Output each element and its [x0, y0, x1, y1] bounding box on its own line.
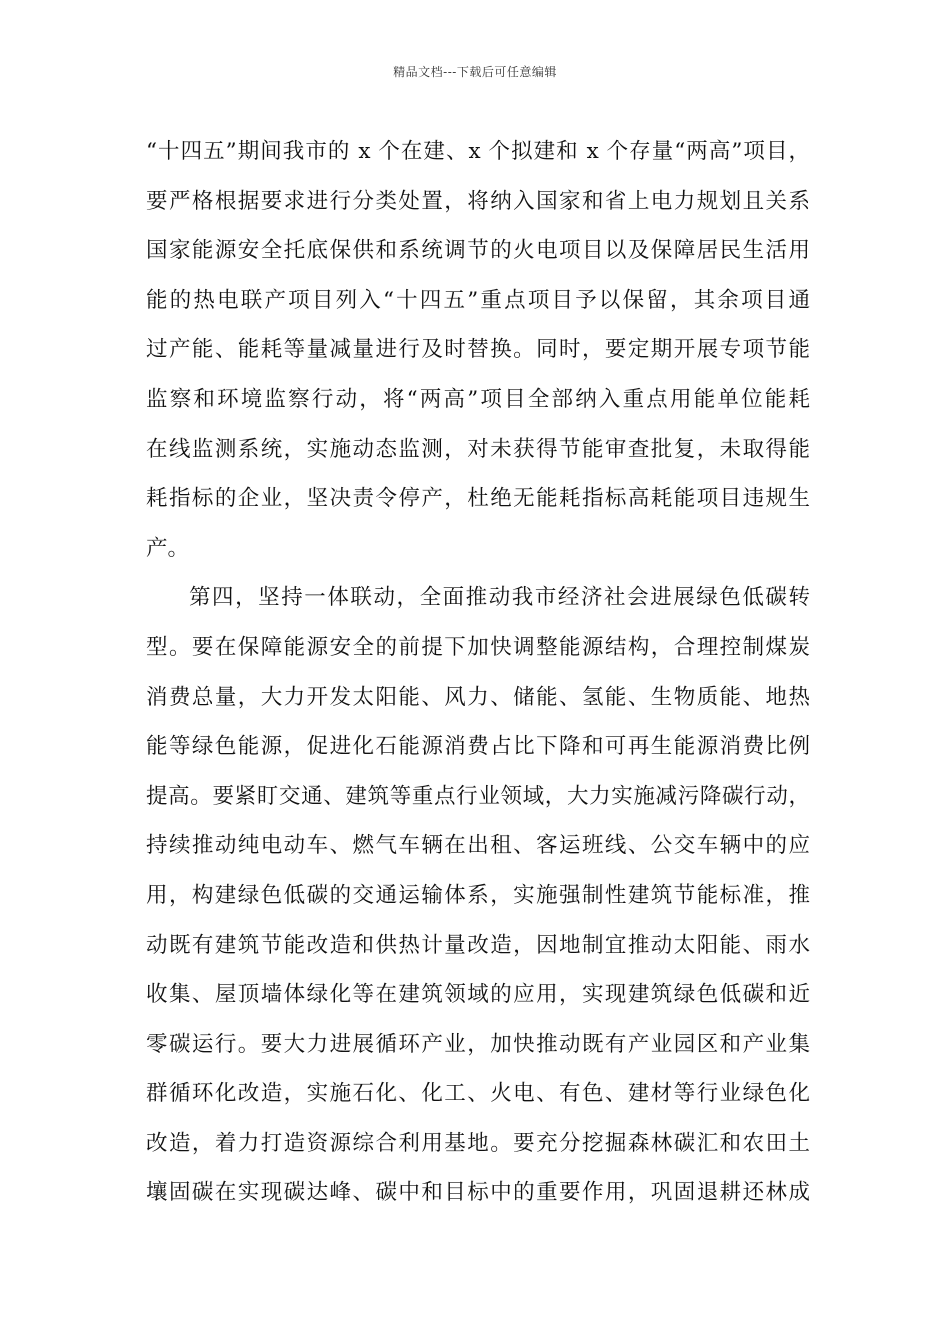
page-header: 精品文档---下载后可任意编辑	[393, 65, 557, 79]
text-line: 零碳运行。要大力进展循环产业，加快推动既有产业园区和产业集	[146, 1031, 810, 1057]
text-line: 动既有建筑节能改造和供热计量改造，因地制宜推动太阳能、雨水	[146, 932, 810, 958]
text-line: 消费总量，大力开发太阳能、风力、储能、氢能、生物质能、地热	[146, 684, 810, 710]
paragraph-1	[146, 127, 810, 573]
text-line: 群循环化改造，实施石化、化工、火电、有色、建材等行业绿色化	[146, 1081, 810, 1107]
text-line: 第四，坚持一体联动，全面推动我市经济社会进展绿色低碳转	[189, 585, 810, 611]
text-line: 能的热电联产项目列入“十四五”重点项目予以保留，其余项目通	[146, 287, 810, 313]
text-line: 型。要在保障能源安全的前提下加快调整能源结构，合理控制煤炭	[146, 634, 810, 660]
text-line: 国家能源安全托底保供和系统调节的火电项目以及保障居民生活用	[146, 238, 810, 264]
paragraph-2	[146, 573, 810, 1218]
text-line: 持续推动纯电动车、燃气车辆在出租、客运班线、公交车辆中的应	[146, 833, 810, 859]
text-line: 壤固碳在实现碳达峰、碳中和目标中的重要作用，巩固退耕还林成	[146, 1180, 810, 1206]
document-body	[146, 127, 810, 1218]
text-line: 改造，着力打造资源综合利用基地。要充分挖掘森林碳汇和农田土	[146, 1130, 810, 1156]
text-line: 监察和环境监察行动，将“两高”项目全部纳入重点用能单位能耗	[146, 386, 810, 412]
text-line: “十四五”期间我市的 x 个在建、x 个拟建和 x 个存量“两高”项目，	[146, 139, 810, 164]
text-line: 提高。要紧盯交通、建筑等重点行业领域，大力实施减污降碳行动，	[146, 783, 810, 809]
text-line: 收集、屋顶墙体绿化等在建筑领域的应用，实现建筑绿色低碳和近	[146, 982, 810, 1008]
text-line: 要严格根据要求进行分类处置，将纳入国家和省上电力规划且关系	[146, 188, 810, 214]
text-line: 耗指标的企业，坚决责令停产，杜绝无能耗指标高耗能项目违规生	[146, 486, 810, 512]
text-line: 能等绿色能源，促进化石能源消费占比下降和可再生能源消费比例	[146, 734, 810, 760]
text-line: 产。	[146, 535, 190, 561]
text-line: 用，构建绿色低碳的交通运输体系，实施强制性建筑节能标准，推	[146, 882, 810, 908]
text-line: 在线监测系统，实施动态监测，对未获得节能审查批复，未取得能	[146, 436, 810, 462]
text-line: 过产能、能耗等量减量进行及时替换。同时，要定期开展专项节能	[146, 337, 810, 363]
